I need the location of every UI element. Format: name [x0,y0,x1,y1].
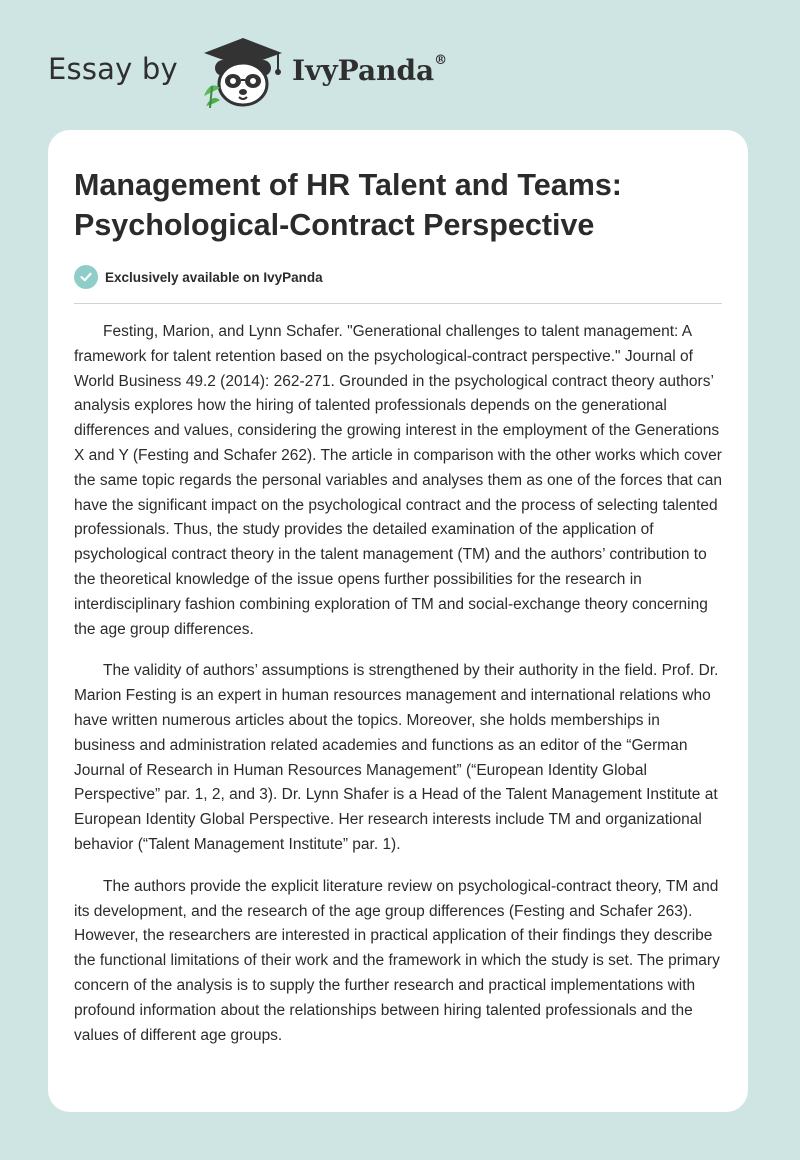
trademark-symbol: ® [434,52,448,68]
check-circle-icon [74,265,98,289]
paragraph: Festing, Marion, and Lynn Schafer. "Generational challenges to talent management: A framework for talent retention based on the psychological-contract perspective." Journal of World Business 49.2 (2014): 262-271. Grounded in the psychological contract theory authors’ analysis explores how the hiring of talented professionals depends on the generational differences and values, considering the growing interest in the employment of the Generations X and Y (Festing and Schafer 262). The article in comparison with the other works which cover the same topic regards the personal variables and analyses them as one of the forces that can have the significant impact on the psychological contract and the process of selecting talented professionals. Thus, the study provides the detailed examination of the application of psychological contract theory in the talent management (TM) and the authors’ contribution to the theoretical knowledge of the issue opens further possibilities for the research in interdisciplinary fashion combining exploration of TM and social-exchange theory concerning the age group differences. [74,323,722,638]
exclusive-badge-label: Exclusively available on IvyPanda [105,269,323,285]
site-header [48,32,752,112]
essay-by-label: Essay by [48,52,178,86]
divider [74,303,722,304]
exclusive-badge [74,264,323,290]
paragraph: The authors provide the explicit literature review on psychological-contract theory, TM and its development, and the research of the age group differences (Festing and Schafer 263). However, the researchers are interested in practical application of their findings they describe the functional limitations of their work and the framework in which the study is set. The primary concern of the analysis is to supply the further research and practical implementations with profound information about the relationships between hiring talented professionals and the values of different age groups. [74,877,720,1044]
panda-graduate-icon[interactable] [198,36,288,108]
brand-name[interactable]: IvyPanda® [292,52,448,87]
paragraph: The validity of authors’ assumptions is strengthened by their authority in the field. Prof. Dr. Marion Festing is an expert in human resources management and international relations who have written numerous articles about the topics. Moreover, she holds memberships in business and administration related academies and functions as an editor of the “German Journal of Research in Human Resources Management” (“European Identity Global Perspective” par. 1, 2, and 3). Dr. Lynn Shafer is a Head of the Talent Management Institute at European Identity Global Perspective. Her research interests include TM and organizational behavior (“Talent Management Institute” par. 1). [74,662,719,853]
essay-body [74,320,724,1065]
essay-card [48,130,748,1112]
essay-title: Management of HR Talent and Teams: Psychological-Contract Perspective [74,168,622,242]
